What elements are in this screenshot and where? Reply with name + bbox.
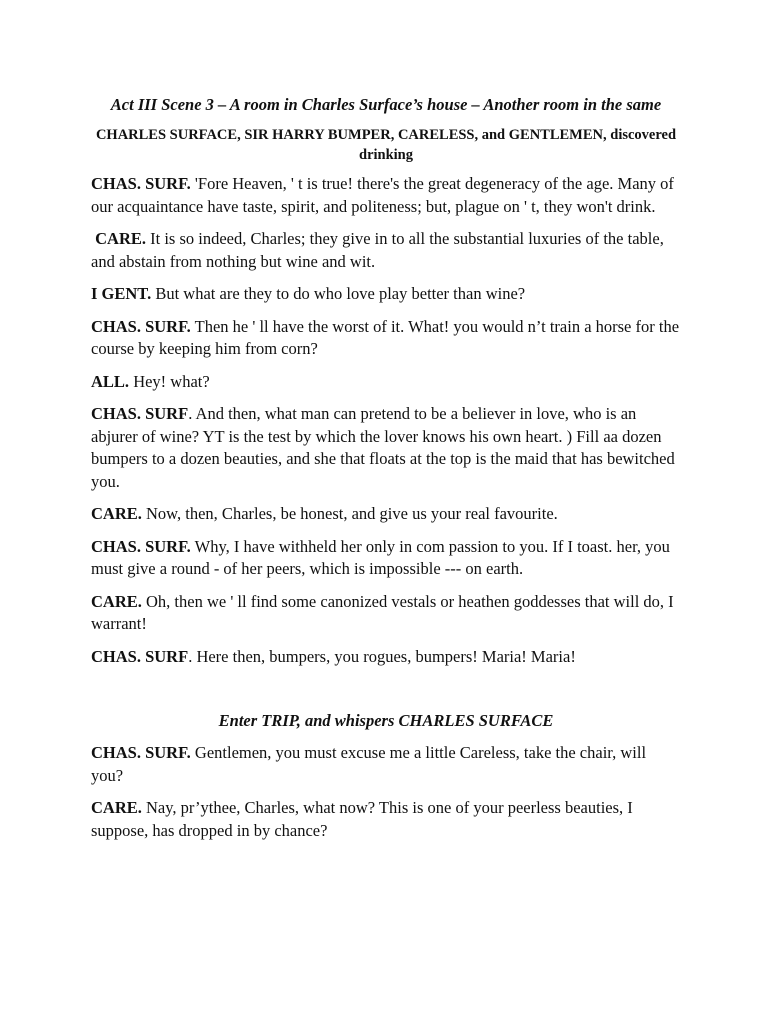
speaker-name: I GENT.: [91, 284, 152, 303]
speech-text: . And then, what man can pretend to be a believer in love, who is an abjurer of wine? YT is the test by which the lover knows his own heart. ) Fill aa dozen bumpers to a dozen beauties, and she that floats at the top is the maid that has bewitched you.: [91, 404, 675, 491]
speaker-name: CHAS. SURF.: [91, 536, 191, 556]
speech: [91, 173, 681, 218]
speaker-name: CHAS. SURF: [91, 404, 189, 423]
speech: [91, 228, 681, 273]
document-page: [91, 93, 681, 852]
speech-text: It is so indeed, Charles; they give in to all the substantial luxuries of the table, and abstain from nothing but wine and wit.: [91, 229, 664, 271]
speech-text: But what are they to do who love play better than wine?: [151, 284, 526, 303]
stage-direction: Enter TRIP, and whispers CHARLES SURFACE: [218, 711, 554, 730]
speech-text: 'Fore Heaven, ' t is true! there's the great degeneracy of the age. Many of our acquaintance have taste, spirit, and politeness; but, plague on ' t, they won't drink.: [91, 174, 674, 216]
speech-text: Nay, pr’ythee, Charles, what now? This is one of your peerless beauties, I suppose, has dropped in by chance?: [91, 798, 633, 840]
speaker-name: CHAS. SURF.: [91, 316, 191, 336]
speaker-name: ALL.: [91, 371, 130, 391]
speech-text: Why, I have withheld her only in com passion to you. If I toast. her, you must give a round - of her peers, which is impossible --- on earth.: [91, 536, 670, 578]
speech: [91, 797, 681, 842]
speech: [91, 371, 681, 394]
speech-text: Hey! what?: [129, 371, 210, 391]
speech-text: Now, then, Charles, be honest, and give us your real favourite.: [141, 504, 558, 523]
speech: [91, 536, 681, 581]
speaker-name: CARE.: [91, 798, 142, 817]
speech-text: Gentlemen, you must excuse me a little Careless, take the chair, will you?: [91, 743, 647, 785]
speech-text: Then he ' ll have the worst of it. What! you would n’t train a horse for the course by keeping him from corn?: [91, 316, 680, 358]
speaker-name: CHAS. SURF: [91, 646, 189, 666]
cast-list: CHARLES SURFACE, SIR HARRY BUMPER, CARELESS, and GENTLEMEN, discovered drinking: [95, 127, 677, 163]
speaker-name: CHAS. SURF.: [91, 174, 191, 193]
speaker-name: CHAS. SURF.: [91, 743, 191, 762]
speech: [91, 646, 681, 669]
speech: [91, 503, 681, 526]
speech: [91, 591, 681, 636]
speaker-name: CARE.: [91, 504, 142, 523]
speech-text: . Here then, bumpers, you rogues, bumpers! Maria! Maria!: [188, 646, 576, 666]
speaker-name: CARE.: [91, 229, 147, 248]
speaker-name: CARE.: [91, 591, 142, 611]
speech: [91, 316, 681, 361]
speech: [91, 403, 681, 493]
speech: [91, 742, 681, 787]
scene-title: Act III Scene 3 – A room in Charles Surface’s house – Another room in the same: [110, 95, 662, 114]
speech-text: Oh, then we ' ll find some canonized vestals or heathen goddesses that will do, I warrant!: [91, 591, 674, 633]
speech: [91, 283, 681, 306]
